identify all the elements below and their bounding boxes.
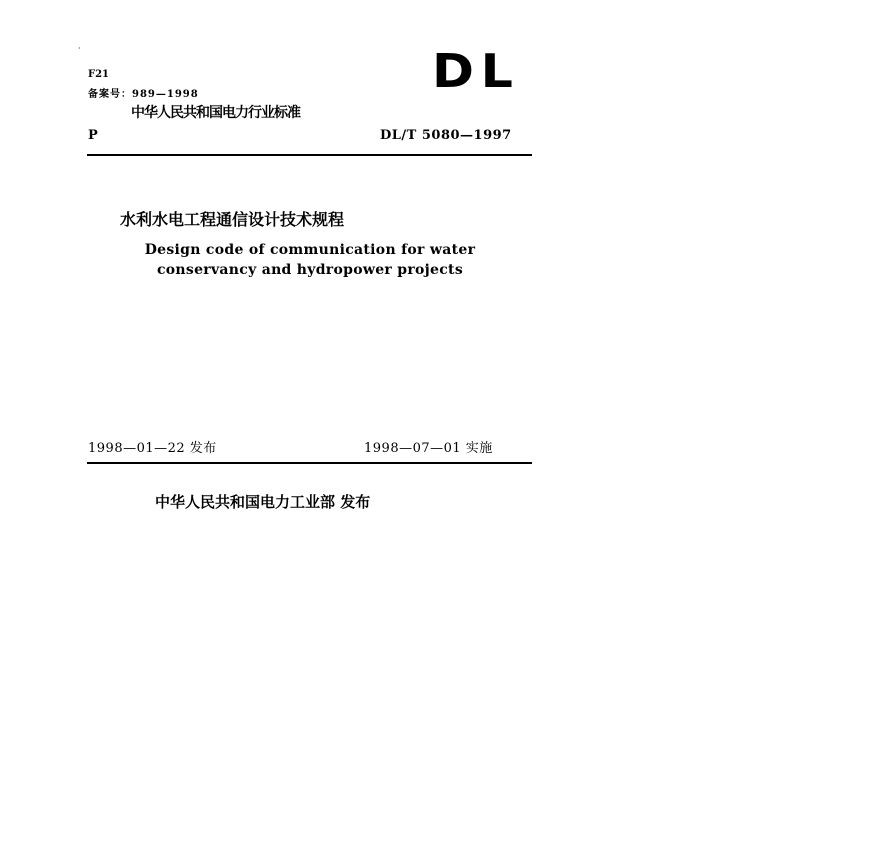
english-title-line1: Design code of communication for water xyxy=(144,242,476,258)
standard-number: DL/T 5080—1997 xyxy=(380,128,512,143)
corner-mark: · xyxy=(78,44,81,53)
ics-code: F21 xyxy=(88,69,110,80)
dl-logo: DL xyxy=(432,44,520,98)
issuing-body-heading: 中华人民共和国电力行业标准 xyxy=(131,105,300,121)
category-code: P xyxy=(88,128,98,143)
issuing-authority: 中华人民共和国电力工业部 发布 xyxy=(155,493,371,511)
chinese-title: 水利水电工程通信设计技术规程 xyxy=(120,210,345,229)
top-divider xyxy=(87,154,532,156)
effective-date: 1998—07—01 实施 xyxy=(364,441,493,456)
english-title xyxy=(110,240,510,280)
filing-number: 备案号：989—1998 xyxy=(88,89,199,100)
bottom-divider xyxy=(87,462,532,464)
issue-date: 1998—01—22 发布 xyxy=(88,441,217,456)
english-title-line2: conservancy and hydropower projects xyxy=(156,262,464,278)
